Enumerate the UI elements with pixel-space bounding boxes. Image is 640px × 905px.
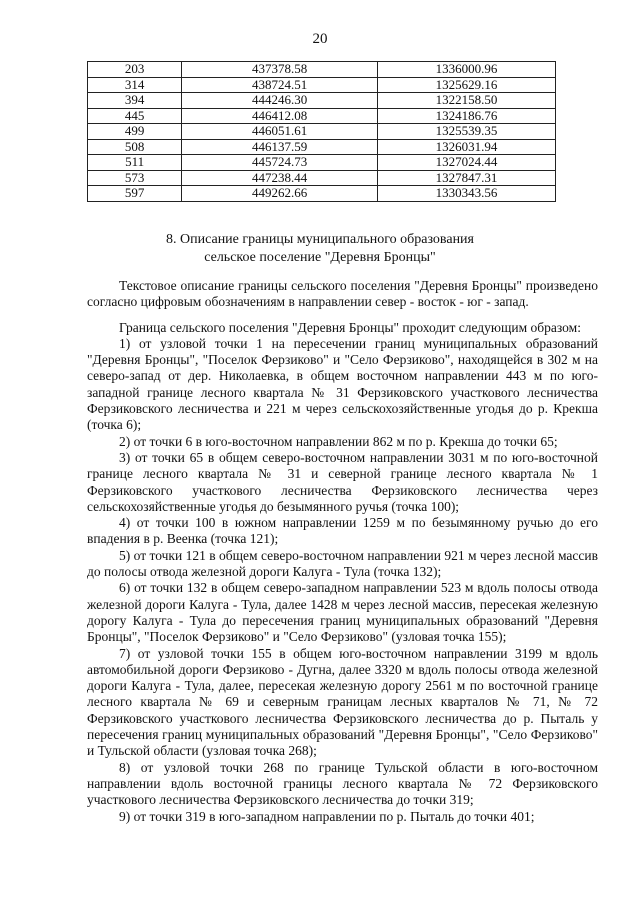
boundary-item: 7) от узловой точки 155 в общем юго-восточном направлении 3199 м вдоль автомобильной дороги Ферзиково - Дугна, далее 3320 м вдоль полосы отвода железной дороги Калуга - Тула, далее, пересекая железную дорогу 2561 м по восточной границе лесного квартала № 69 и северным границам лесных кварталов № 71, № 72 Ферзиковского участкового лесничества Ферзиковского лесничества до р. Пыталь у пересечения границ муниципальных образований "Деревня Бронцы", "Село Ферзиково" и Тульской области (узловая точка 268); xyxy=(87,645,598,759)
coordinates-table xyxy=(87,61,556,202)
boundary-item: 2) от точки 6 в юго-восточном направлении 862 м по р. Крекша до точки 65; xyxy=(119,433,558,449)
table-row xyxy=(88,186,556,202)
point-number-cell: 499 xyxy=(88,124,182,140)
y-coordinate-cell: 1324186.76 xyxy=(378,108,556,124)
point-number-cell: 511 xyxy=(88,155,182,171)
table-row xyxy=(88,108,556,124)
y-coordinate-cell: 1325629.16 xyxy=(378,77,556,93)
point-number-cell: 597 xyxy=(88,186,182,202)
section-heading-line1: 8. Описание границы муниципального образования xyxy=(166,232,474,247)
point-number-cell: 573 xyxy=(88,170,182,186)
table-row xyxy=(88,170,556,186)
paragraph-lead: Граница сельского поселения "Деревня Бронцы" проходит следующим образом: xyxy=(119,319,581,335)
x-coordinate-cell: 437378.58 xyxy=(182,62,378,78)
page-number: 20 xyxy=(312,31,328,47)
point-number-cell: 508 xyxy=(88,139,182,155)
point-number-cell: 203 xyxy=(88,62,182,78)
x-coordinate-cell: 438724.51 xyxy=(182,77,378,93)
point-number-cell: 314 xyxy=(88,77,182,93)
table-row xyxy=(88,77,556,93)
y-coordinate-cell: 1326031.94 xyxy=(378,139,556,155)
table-row xyxy=(88,139,556,155)
boundary-item: 4) от точки 100 в южном направлении 1259 м по безымянному ручью до его впадения в р. Веенка (точка 121); xyxy=(87,515,598,547)
boundary-item: 5) от точки 121 в общем северо-восточном направлении 921 м через лесной массив до полосы отвода железной дороги Калуга - Тула (точка 132); xyxy=(87,547,598,580)
y-coordinate-cell: 1336000.96 xyxy=(378,62,556,78)
coordinates-table-body xyxy=(88,62,556,202)
table-row xyxy=(88,155,556,171)
point-number-cell: 394 xyxy=(88,93,182,109)
x-coordinate-cell: 445724.73 xyxy=(182,155,378,171)
y-coordinate-cell: 1327847.31 xyxy=(378,170,556,186)
section-heading-line2: сельское поселение "Деревня Бронцы" xyxy=(204,250,436,265)
x-coordinate-cell: 446412.08 xyxy=(182,108,378,124)
y-coordinate-cell: 1330343.56 xyxy=(378,186,556,202)
boundary-item: 3) от точки 65 в общем северо-восточном направлении 3031 м по юго-восточной границе лесного квартала № 31 и северной границе лесного квартала № 1 Ферзиковского участкового лесничества Ферзиковского лесничества через сельскохозяйственные угодья до безымянного ручья (точка 100); xyxy=(87,449,598,514)
boundary-item: 8) от узловой точки 268 по границе Тульской области в юго-восточном направлении вдоль восточной границы лесного квартала № 72 Ферзиковского участкового лесничества Ферзиковского лесничества до точки 319; xyxy=(87,759,598,808)
x-coordinate-cell: 449262.66 xyxy=(182,186,378,202)
section-heading xyxy=(0,231,640,267)
y-coordinate-cell: 1322158.50 xyxy=(378,93,556,109)
x-coordinate-cell: 444246.30 xyxy=(182,93,378,109)
boundary-description xyxy=(87,278,598,825)
point-number-cell: 445 xyxy=(88,108,182,124)
table-row xyxy=(88,124,556,140)
y-coordinate-cell: 1327024.44 xyxy=(378,155,556,171)
boundary-item: 9) от точки 319 в юго-западном направлении по р. Пыталь до точки 401; xyxy=(119,808,535,824)
paragraph-intro: Текстовое описание границы сельского поселения "Деревня Бронцы" произведено согласно цифровым обозначениям в направлении север - восток - юг - запад. xyxy=(87,278,598,310)
x-coordinate-cell: 447238.44 xyxy=(182,170,378,186)
boundary-item: 1) от узловой точки 1 на пересечении границ муниципальных образований "Деревня Бронцы", "Поселок Ферзиково" и "Село Ферзиково", находящейся в 302 м на северо-запад от дер. Николаевка, в общем восточном направлении 443 м по юго-западной границе лесного квартала № 31 Ферзиковского участкового лесничества Ферзиковского лесничества и 221 м через сельскохозяйственные угодья до р. Крекша (точка 6); xyxy=(87,335,598,433)
y-coordinate-cell: 1325539.35 xyxy=(378,124,556,140)
boundary-item: 6) от точки 132 в общем северо-западном направлении 523 м вдоль полосы отвода железной дороги Калуга - Тула, далее 1428 м через лесной массив, пересекая железную дорогу Калуга - Тула до пересечения границ муниципальных образований "Деревня Бронцы", "Поселок Ферзиково" и "Село Ферзиково" (узловая точка 155); xyxy=(87,580,598,645)
table-row xyxy=(88,62,556,78)
table-row xyxy=(88,93,556,109)
x-coordinate-cell: 446051.61 xyxy=(182,124,378,140)
x-coordinate-cell: 446137.59 xyxy=(182,139,378,155)
